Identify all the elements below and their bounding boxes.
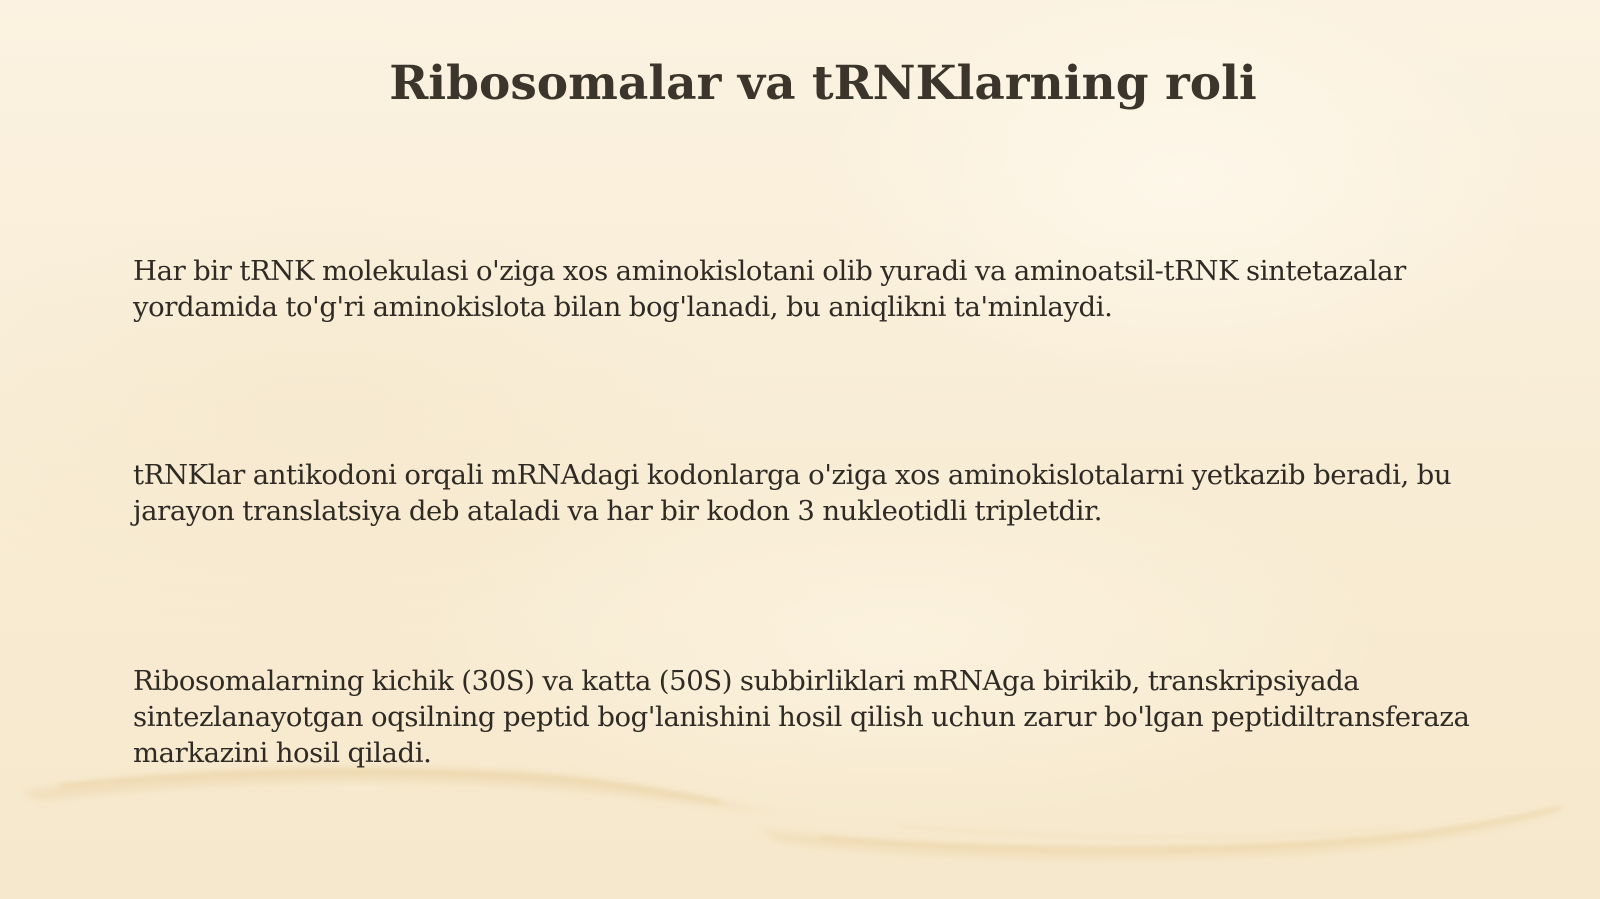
paragraph-trna-anticodon: tRNKlar antikodoni orqali mRNAdagi kodonlarga o'ziga xos aminokislotalarni yetkazib beradi, bu jarayon translatsiya deb ataladi va har bir kodon 3 nukleotidli tripletdir. <box>133 459 1452 527</box>
slide-title: Ribosomalar va tRNKlarning roli <box>389 56 1257 111</box>
paragraph-trna-aminoacid: Har bir tRNK molekulasi o'ziga xos aminokislotani olib yuradi va aminoatsil-tRNK sintetazalar yordamida to'g'ri aminokislota bilan bog'lanadi, bu aniqlikni ta'minlaydi. <box>133 255 1406 323</box>
paragraph-ribosome-subunits: Ribosomalarning kichik (30S) va katta (50S) subbirliklari mRNAga birikib, transkripsiyada sintezlanayotgan oqsilning peptid bog'lanishini hosil qilish uchun zarur bo'lgan peptidiltransferaza markazini hosil qiladi. <box>133 665 1470 769</box>
